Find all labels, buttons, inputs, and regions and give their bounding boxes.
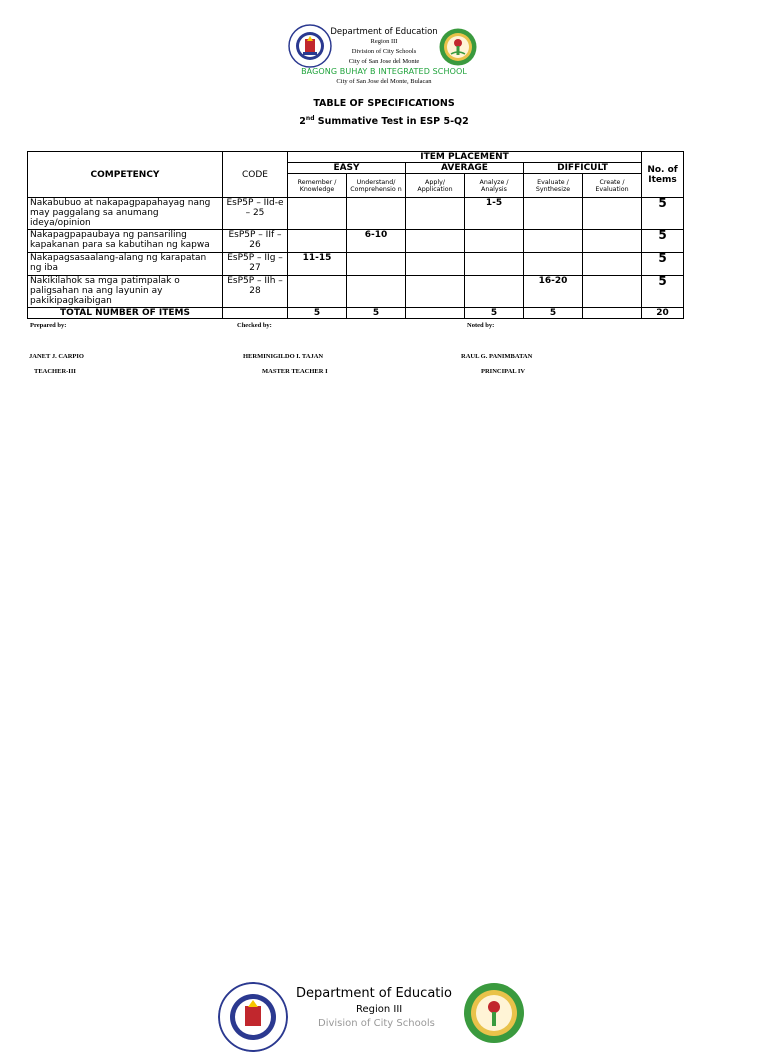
subtitle-prefix: 2 — [299, 116, 306, 128]
header-department: Department of Education — [330, 27, 438, 37]
prepared-by-title: TEACHER-III — [34, 368, 76, 375]
table-row — [28, 198, 684, 230]
document-subtitle — [0, 115, 768, 127]
subtitle-superscript: nd — [305, 115, 315, 122]
placement-cell — [406, 253, 465, 276]
total-label: TOTAL NUMBER OF ITEMS — [28, 308, 223, 319]
total-cell — [406, 308, 465, 319]
total-cell — [583, 308, 642, 319]
header-school-address: City of San Jose del Monte, Bulacan — [336, 78, 432, 85]
placement-cell — [583, 253, 642, 276]
placement-cell — [465, 276, 524, 308]
placement-cell — [288, 230, 347, 253]
header-average: AVERAGE — [406, 163, 524, 174]
totals-row — [28, 308, 684, 319]
header-easy: EASY — [288, 163, 406, 174]
header-division: Division of City Schools — [351, 48, 417, 55]
total-code-cell — [223, 308, 288, 319]
placement-cell — [583, 276, 642, 308]
school-seal-logo-next-page — [463, 982, 525, 1044]
subtitle-rest: Summative Test in ESP 5-Q2 — [314, 116, 469, 128]
document-title: TABLE OF SPECIFICATIONS — [313, 98, 455, 109]
placement-cell — [406, 230, 465, 253]
code-cell: EsP5P – IIf – 26 — [223, 230, 288, 253]
table-row — [28, 276, 684, 308]
placement-cell: 16-20 — [524, 276, 583, 308]
items-count-cell: 5 — [642, 276, 684, 308]
placement-cell — [465, 253, 524, 276]
header-competency: COMPETENCY — [28, 152, 223, 198]
next-page-division: Division of City Schools — [318, 1018, 435, 1029]
placement-cell — [524, 230, 583, 253]
placement-cell: 6-10 — [347, 230, 406, 253]
table-row — [28, 253, 684, 276]
placement-cell — [583, 230, 642, 253]
next-page-region: Region III — [356, 1004, 403, 1015]
code-cell: EsP5P – IId-e – 25 — [223, 198, 288, 230]
header-region: Region III — [370, 38, 398, 45]
checked-by-label: Checked by: — [237, 322, 272, 329]
noted-by-title: PRINCIPAL IV — [481, 368, 526, 375]
placement-cell — [406, 198, 465, 230]
total-items-cell: 20 — [642, 308, 684, 319]
placement-cell — [583, 198, 642, 230]
table-row — [28, 230, 684, 253]
items-count-cell: 5 — [642, 230, 684, 253]
total-cell: 5 — [465, 308, 524, 319]
prepared-by-name: JANET J. CARPIO — [29, 353, 84, 360]
header-difficult: DIFFICULT — [524, 163, 642, 174]
prepared-by-label: Prepared by: — [30, 322, 67, 329]
noted-by-label: Noted by: — [467, 322, 495, 329]
placement-cell — [406, 276, 465, 308]
items-count-cell: 5 — [642, 198, 684, 230]
checked-by-name: HERMINIGILDO I. TAJAN — [243, 353, 324, 360]
header-code: CODE — [223, 152, 288, 198]
placement-cell — [347, 253, 406, 276]
placement-cell — [288, 276, 347, 308]
code-cell: EsP5P – IIg – 27 — [223, 253, 288, 276]
total-cell: 5 — [288, 308, 347, 319]
competency-cell: Nakapagpapaubaya ng pansariling kapakanan para sa kabutihan ng kapwa — [28, 230, 223, 253]
placement-cell — [347, 198, 406, 230]
next-page-department: Department of Educatio — [296, 986, 452, 1001]
total-cell: 5 — [524, 308, 583, 319]
level-evaluate: Evaluate / Synthesize — [524, 174, 583, 198]
level-remember: Remember / Knowledge — [288, 174, 347, 198]
specifications-table — [27, 151, 684, 319]
placement-cell — [465, 230, 524, 253]
noted-by-name: RAUL G. PANIMBATAN — [461, 353, 533, 360]
checked-by-title: MASTER TEACHER I — [262, 368, 328, 375]
header-city: City of San Jose del Monte — [348, 58, 420, 65]
placement-cell: 11-15 — [288, 253, 347, 276]
competency-cell: Nakikilahok sa mga patimpalak o paligsahan na ang layunin ay pakikipagkaibigan — [28, 276, 223, 308]
level-apply: Apply/ Application — [406, 174, 465, 198]
header-no-of-items: No. of Items — [642, 152, 684, 198]
placement-cell — [524, 198, 583, 230]
total-cell: 5 — [347, 308, 406, 319]
code-cell: EsP5P – IIh – 28 — [223, 276, 288, 308]
competency-cell: Nakabubuo at nakapagpapahayag nang may paggalang sa anumang ideya/opinion — [28, 198, 223, 230]
placement-cell: 1-5 — [465, 198, 524, 230]
header-item-placement: ITEM PLACEMENT — [288, 152, 642, 163]
level-create: Create / Evaluation — [583, 174, 642, 198]
placement-cell — [347, 276, 406, 308]
level-understand: Understand/ Comprehensio n — [347, 174, 406, 198]
placement-cell — [288, 198, 347, 230]
competency-cell: Nakapagsasaalang-alang ng karapatan ng iba — [28, 253, 223, 276]
placement-cell — [524, 253, 583, 276]
header-school-name: BAGONG BUHAY B INTEGRATED SCHOOL — [301, 67, 467, 76]
deped-seal-logo-next-page — [218, 982, 288, 1052]
items-count-cell: 5 — [642, 253, 684, 276]
level-analyze: Analyze / Analysis — [465, 174, 524, 198]
